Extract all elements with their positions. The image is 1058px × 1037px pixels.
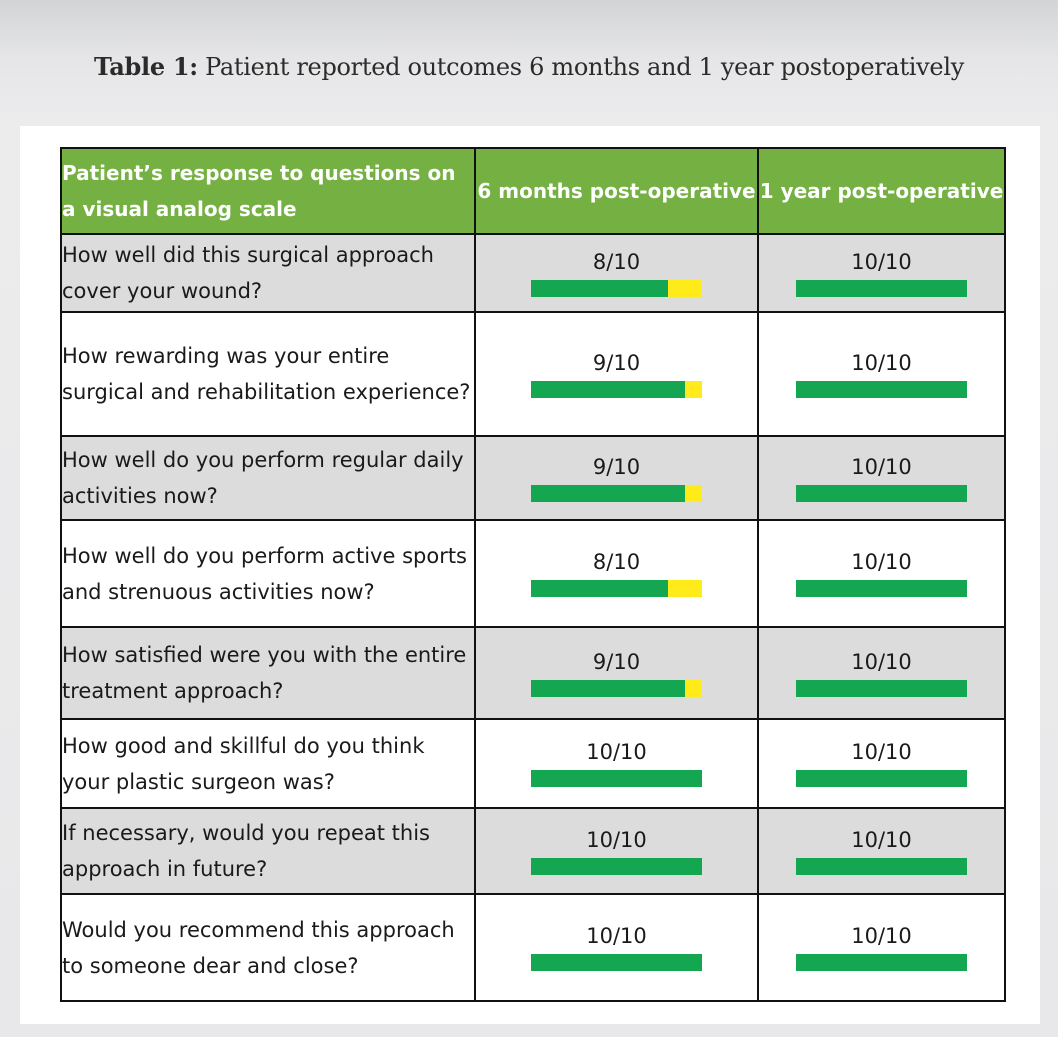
score-cell-six-months: [475, 436, 758, 520]
score-label: 10/10: [586, 740, 647, 764]
score-label: 9/10: [592, 649, 641, 674]
table-row: [61, 719, 1005, 808]
table-caption-text: Patient reported outcomes 6 months and 1 year postoperatively: [205, 53, 964, 81]
score-cell-one-year: [758, 436, 1005, 520]
question-cell: If necessary, would you repeat this approach in future?: [61, 808, 475, 894]
vas-score-bar: [796, 770, 967, 787]
vas-score-fill: [796, 858, 967, 875]
score-cell-one-year: [758, 234, 1005, 312]
vas-score-bar: [796, 954, 967, 971]
vas-score-fill: [531, 858, 702, 875]
vas-score-fill: [796, 485, 967, 502]
vas-score-bar: [796, 580, 967, 597]
score-label: 9/10: [592, 350, 641, 375]
table-row: [61, 234, 1005, 312]
vas-score-bar: [796, 381, 967, 398]
vas-score-bar: [531, 858, 702, 875]
score-label: 10/10: [851, 924, 912, 948]
vas-score-bar: [796, 680, 967, 697]
vas-score-bar: [796, 485, 967, 502]
table-row: [61, 520, 1005, 627]
score-label: 10/10: [851, 350, 912, 375]
table-row: [61, 312, 1005, 436]
vas-score-bar: [531, 280, 702, 297]
table-header-row: [61, 148, 1005, 234]
vas-score-fill: [531, 680, 685, 697]
score-cell-one-year: [758, 894, 1005, 1001]
question-cell: Would you recommend this approach to someone dear and close?: [61, 894, 475, 1001]
score-label: 10/10: [586, 827, 647, 852]
outcomes-table: [60, 147, 1006, 1002]
table-row: [61, 627, 1005, 719]
vas-score-bar: [796, 858, 967, 875]
table-row: [61, 808, 1005, 894]
vas-score-fill: [531, 770, 702, 787]
column-header-1-year: 1 year post-operative: [758, 148, 1005, 234]
question-cell: How rewarding was your entire surgical and rehabilitation experience?: [61, 312, 475, 436]
score-cell-one-year: [758, 808, 1005, 894]
question-cell: How well do you perform regular daily activities now?: [61, 436, 475, 520]
score-label: 10/10: [586, 924, 647, 948]
vas-score-fill: [796, 954, 967, 971]
vas-score-fill: [796, 680, 967, 697]
table-panel: [20, 126, 1040, 1024]
vas-score-bar: [531, 680, 702, 697]
score-label: 9/10: [592, 454, 641, 479]
column-header-question: Patient’s response to questions on a visual analog scale: [61, 148, 475, 234]
score-cell-six-months: [475, 894, 758, 1001]
score-cell-six-months: [475, 312, 758, 436]
table-row: [61, 436, 1005, 520]
table-row: [61, 894, 1005, 1001]
question-cell: How well did this surgical approach cover your wound?: [61, 234, 475, 312]
score-label: 10/10: [851, 550, 912, 574]
vas-score-fill: [531, 485, 685, 502]
score-label: 10/10: [851, 740, 912, 764]
vas-score-fill: [796, 580, 967, 597]
score-label: 10/10: [851, 249, 912, 274]
score-cell-one-year: [758, 520, 1005, 627]
score-label: 10/10: [851, 454, 912, 479]
vas-score-bar: [531, 381, 702, 398]
vas-score-bar: [531, 770, 702, 787]
vas-score-fill: [531, 280, 668, 297]
score-cell-six-months: [475, 627, 758, 719]
vas-score-fill: [796, 770, 967, 787]
score-cell-six-months: [475, 808, 758, 894]
vas-score-bar: [531, 954, 702, 971]
table-caption: [0, 52, 1058, 81]
vas-score-fill: [531, 580, 668, 597]
vas-score-fill: [796, 381, 967, 398]
question-cell: How well do you perform active sports and strenuous activities now?: [61, 520, 475, 627]
question-cell: How satisfied were you with the entire treatment approach?: [61, 627, 475, 719]
vas-score-bar: [531, 580, 702, 597]
table-caption-label: Table 1:: [94, 52, 198, 81]
table-body: [61, 234, 1005, 1001]
score-cell-one-year: [758, 312, 1005, 436]
vas-score-bar: [531, 485, 702, 502]
column-header-6-months: 6 months post-operative: [475, 148, 758, 234]
vas-score-fill: [531, 381, 685, 398]
score-label: 8/10: [592, 550, 641, 574]
score-cell-six-months: [475, 520, 758, 627]
score-cell-one-year: [758, 627, 1005, 719]
score-label: 8/10: [592, 249, 641, 274]
score-cell-six-months: [475, 719, 758, 808]
vas-score-fill: [796, 280, 967, 297]
score-label: 10/10: [851, 649, 912, 674]
score-label: 10/10: [851, 827, 912, 852]
vas-score-fill: [531, 954, 702, 971]
vas-score-bar: [796, 280, 967, 297]
score-cell-six-months: [475, 234, 758, 312]
question-cell: How good and skillful do you think your plastic surgeon was?: [61, 719, 475, 808]
score-cell-one-year: [758, 719, 1005, 808]
